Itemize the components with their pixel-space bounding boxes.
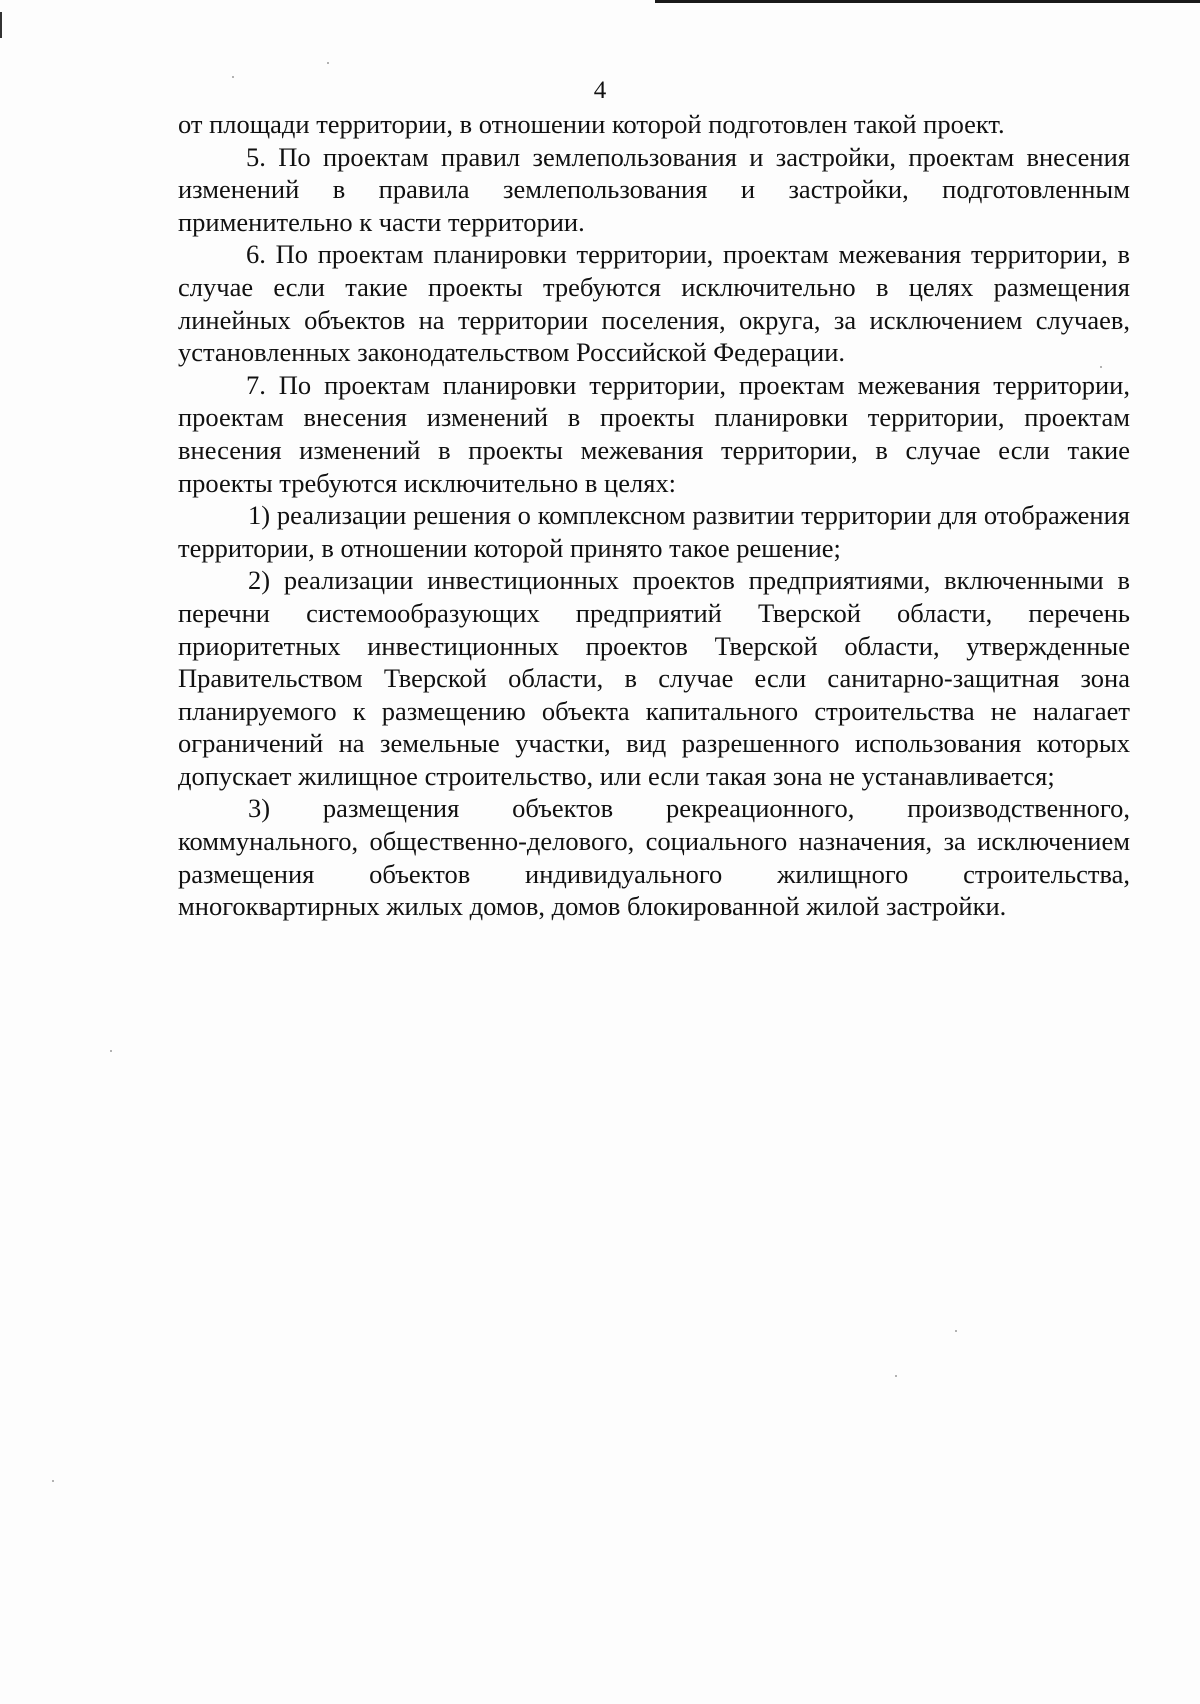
paragraph-continuation: от площади территории, в отношении которой подготовлен такой проект. bbox=[178, 109, 1005, 139]
scan-speck bbox=[895, 1375, 897, 1377]
subclause-7-3: 3) размещения объектов рекреационного, производственного, коммунального, общественно-делового, социального назначения, за исключением размещения объектов индивидуального жилищного строительства, многоквартирных жилых домов, домов блокированной жилой застройки. bbox=[178, 793, 1130, 922]
page-number: 4 bbox=[593, 77, 607, 104]
scan-speck bbox=[955, 1330, 957, 1332]
document-body bbox=[178, 108, 1130, 923]
paragraph-clause-7: 7. По проектам планировки территории, проектам межевания территории, проектам внесения изменений в проекты планировки территории, проектам внесения изменений в проекты межевания территории, в случае если такие проекты требуются исключительно в целях: bbox=[178, 369, 1130, 498]
paragraph-clause-6: 6. По проектам планировки территории, проектам межевания территории, в случае если такие проекты требуются исключительно в целях размещения линейных объектов на территории поселения, округа, за исключением случаев, установленных законодательством Российской Федерации. bbox=[178, 239, 1130, 368]
subclause-7-1: 1) реализации решения о комплексном развитии территории для отображения территории, в отношении которой принято такое решение; bbox=[178, 500, 1130, 563]
scan-speck bbox=[327, 62, 329, 64]
subclause-7-2: 2) реализации инвестиционных проектов предприятиями, включенными в перечни системообразующих предприятий Тверской области, перечень приоритетных инвестиционных проектов Тверской области, утвержденные Правительством Тверской области, в случае если санитарно-защитная зона планируемого к размещению объекта капитального строительства не налагает ограничений на земельные участки, вид разрешенного использования которых допускает жилищное строительство, или если такая зона не устанавливается; bbox=[178, 565, 1130, 791]
scan-speck bbox=[52, 1480, 54, 1482]
paragraph-clause-5: 5. По проектам правил землепользования и застройки, проектам внесения изменений в правила землепользования и застройки, подготовленным применительно к части территории. bbox=[178, 141, 1130, 237]
top-edge-rule bbox=[655, 0, 1200, 3]
left-edge-mark bbox=[0, 12, 2, 38]
scan-speck bbox=[110, 1050, 112, 1052]
